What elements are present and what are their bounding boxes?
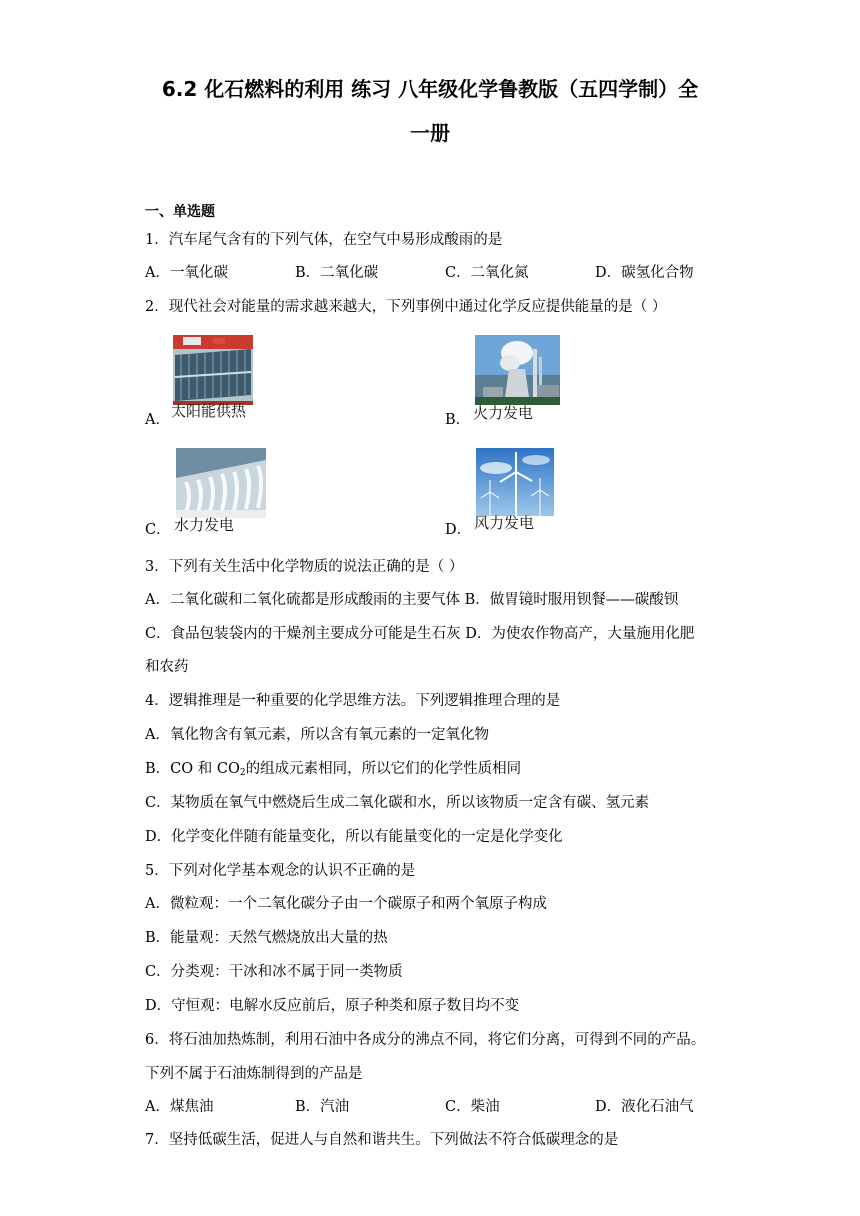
question-2-option-a-caption: 太阳能供热 xyxy=(171,402,247,420)
question-2-option-b-caption: 火力发电 xyxy=(473,404,534,422)
question-5-option-b: B．能量观：天然气燃烧放出大量的热 xyxy=(145,930,388,946)
question-4-option-b-text: B．CO 和 CO xyxy=(145,761,240,777)
question-2-option-d-letter: D． xyxy=(445,522,472,538)
question-2-option-d-caption: 风力发电 xyxy=(474,514,535,532)
question-2-option-b-letter: B． xyxy=(445,412,471,428)
question-1-option-b: B．二氧化碳 xyxy=(295,265,379,281)
question-5-option-a: A．微粒观：一个二氧化碳分子由一个碳原子和两个氧原子构成 xyxy=(145,896,547,912)
question-4-option-b-rest: 的组成元素相同，所以它们的化学性质相同 xyxy=(245,761,522,777)
question-4-option-a: A．氧化物含有氧元素，所以含有氧元素的一定氧化物 xyxy=(145,727,489,743)
question-4-option-c: C．某物质在氧气中燃烧后生成二氧化碳和水，所以该物质一定含有碳、氢元素 xyxy=(145,795,650,811)
question-6-option-c: C．柴油 xyxy=(445,1099,500,1115)
question-7-stem: 7．坚持低碳生活，促进人与自然和谐共生。下列做法不符合低碳理念的是 xyxy=(145,1132,619,1148)
question-2-stem: 2．现代社会对能量的需求越来越大，下列事例中通过化学反应提供能量的是（ ） xyxy=(145,299,667,315)
hydropower-image xyxy=(176,448,266,518)
document-title-line1: 6.2 化石燃料的利用 练习 八年级化学鲁教版（五四学制）全 xyxy=(161,77,699,101)
question-1-option-d: D．碳氢化合物 xyxy=(595,265,694,281)
question-2-option-c-caption: 水力发电 xyxy=(174,516,235,534)
document-title-line2: 一册 xyxy=(410,121,450,145)
question-1-option-a: A．一氧化碳 xyxy=(145,265,228,281)
subscript: 2 xyxy=(239,768,246,778)
question-2-option-a-letter: A． xyxy=(145,412,170,428)
question-3-options-line3: 和农药 xyxy=(145,659,189,675)
question-6-option-b: B．汽油 xyxy=(295,1099,350,1115)
question-2-option-c-letter: C． xyxy=(145,522,171,538)
wind-power-image xyxy=(476,448,554,516)
question-6-stem-line1: 6．将石油加热炼制，利用石油中各成分的沸点不同，将它们分离，可得到不同的产品。 xyxy=(145,1032,706,1048)
question-5-stem: 5．下列对化学基本观念的认识不正确的是 xyxy=(145,863,416,879)
question-3-options-line1: A．二氧化碳和二氧化硫都是形成酸雨的主要气体 B．做胃镜时服用钡餐——碳酸钡 xyxy=(145,592,679,608)
question-1-stem: 1．汽车尾气含有的下列气体，在空气中易形成酸雨的是 xyxy=(145,232,503,248)
thermal-power-image xyxy=(475,335,560,405)
question-6-option-a: A．煤焦油 xyxy=(145,1099,214,1115)
question-5-option-d: D．守恒观：电解水反应前后，原子种类和原子数目均不变 xyxy=(145,998,520,1014)
question-4-option-b xyxy=(145,759,521,783)
question-1-option-c: C．二氧化氮 xyxy=(445,265,529,281)
question-4-stem: 4．逻辑推理是一种重要的化学思维方法。下列逻辑推理合理的是 xyxy=(145,693,561,709)
question-4-option-d: D．化学变化伴随有能量变化，所以有能量变化的一定是化学变化 xyxy=(145,829,563,845)
question-3-options-line2: C．食品包装袋内的干燥剂主要成分可能是生石灰 D．为使农作物高产，大量施用化肥 xyxy=(145,626,695,642)
solar-heating-image xyxy=(173,335,253,405)
section-heading: 一、单选题 xyxy=(145,204,215,220)
question-3-stem: 3．下列有关生活中化学物质的说法正确的是（ ） xyxy=(145,559,464,575)
question-6-option-d: D．液化石油气 xyxy=(595,1099,694,1115)
question-6-stem-line2: 下列不属于石油炼制得到的产品是 xyxy=(145,1066,363,1082)
question-5-option-c: C．分类观：干冰和冰不属于同一类物质 xyxy=(145,964,403,980)
